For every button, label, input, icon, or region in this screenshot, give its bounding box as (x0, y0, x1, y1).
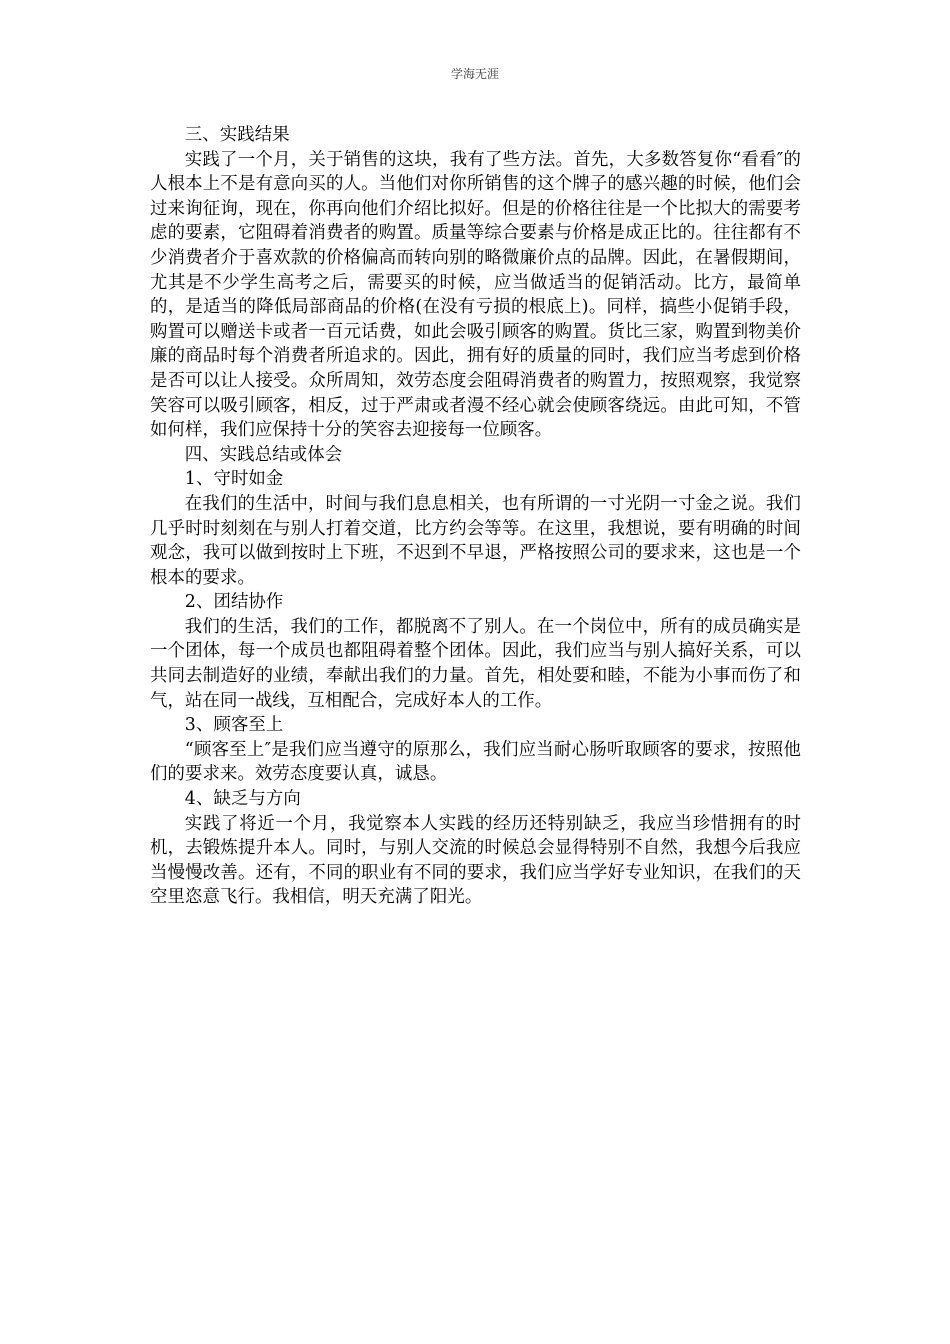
document-body (150, 123, 801, 910)
page-header: 学海无涯 (450, 67, 499, 81)
subheading-punctuality: 1、守时如金 (184, 469, 284, 490)
paragraph-practice-results: 实践了一个月，关于销售的这块，我有了些方法。首先，大多数答复你“看看″的人根本上不是有意向买的人。当他们对你所销售的这个牌子的感兴趣的时候，他们会过来询征询，现在，你再向他们介绍比拟好。但是的价格往往是一个比拟大的需要考虑的要素，它阻碍着消费者的购置。质量等综合要素与价格是成正比的。往往都有不少消费者介于喜欢款的价格偏高而转向别的略微廉价点的品牌。因此，在暑假期间，尤其是不少学生高考之后，需要买的时候，应当做适当的促销活动。比方，最简单的，是适当的降低局部商品的价格(在没有亏损的根底上)。同样，搞些小促销手段，购置可以赠送卡或者一百元话费，如此会吸引顾客的购置。货比三家，购置到物美价廉的商品时每个消费者所追求的。因此，拥有好的质量的同时，我们应当考虑到价格是否可以让人接受。众所周知，效劳态度会阻碍消费者的购置力，按照观察，我觉察笑容可以吸引顾客，相反，过于严肃或者漫不经心就会使顾客绕远。由此可知，不管如何样，我们应保持十分的笑容去迎接每一位顾客。 (150, 149, 801, 441)
section-heading-practice-results: 三、实践结果 (184, 125, 290, 145)
subheading-shortcomings: 4、缺乏与方向 (184, 789, 301, 810)
subheading-teamwork: 2、团结协作 (184, 592, 284, 613)
paragraph-teamwork: 我们的生活，我们的工作，都脱离不了别人。在一个岗位中，所有的成员确实是一个团体，每一个成员也都阻碍着整个团体。因此，我们应当与别人搞好关系，可以共同去制造好的业绩，奉献出我们的力量。首先，相处要和睦，不能为小事而伤了和气，站在同一战线，互相配合，完成好本人的工作。 (150, 616, 801, 711)
paragraph-customer-first: “顾客至上″是我们应当遵守的原那么，我们应当耐心肠听取顾客的要求，按照他们的要求来。效劳态度要认真，诚恳。 (150, 739, 801, 785)
paragraph-punctuality: 在我们的生活中，时间与我们息息相关，也有所谓的一寸光阴一寸金之说。我们几乎时时刻刻在与别人打着交道，比方约会等等。在这里，我想说，要有明确的时间观念，我可以做到按时上下班，不迟到不早退，严格按照公司的要求来，这也是一个根本的要求。 (150, 493, 801, 588)
section-heading-summary: 四、实践总结或体会 (184, 444, 343, 465)
paragraph-shortcomings: 实践了将近一个月，我觉察本人实践的经历还特别缺乏，我应当珍惜拥有的时机，去锻炼提升本人。同时，与别人交流的时候总会显得特别不自然，我想今后我应当慢慢改善。还有，不同的职业有不同的要求，我们应当学好专业知识，在我们的天空里恣意飞行。我相信，明天充满了阳光。 (150, 813, 801, 908)
subheading-customer-first: 3、顾客至上 (184, 715, 284, 736)
